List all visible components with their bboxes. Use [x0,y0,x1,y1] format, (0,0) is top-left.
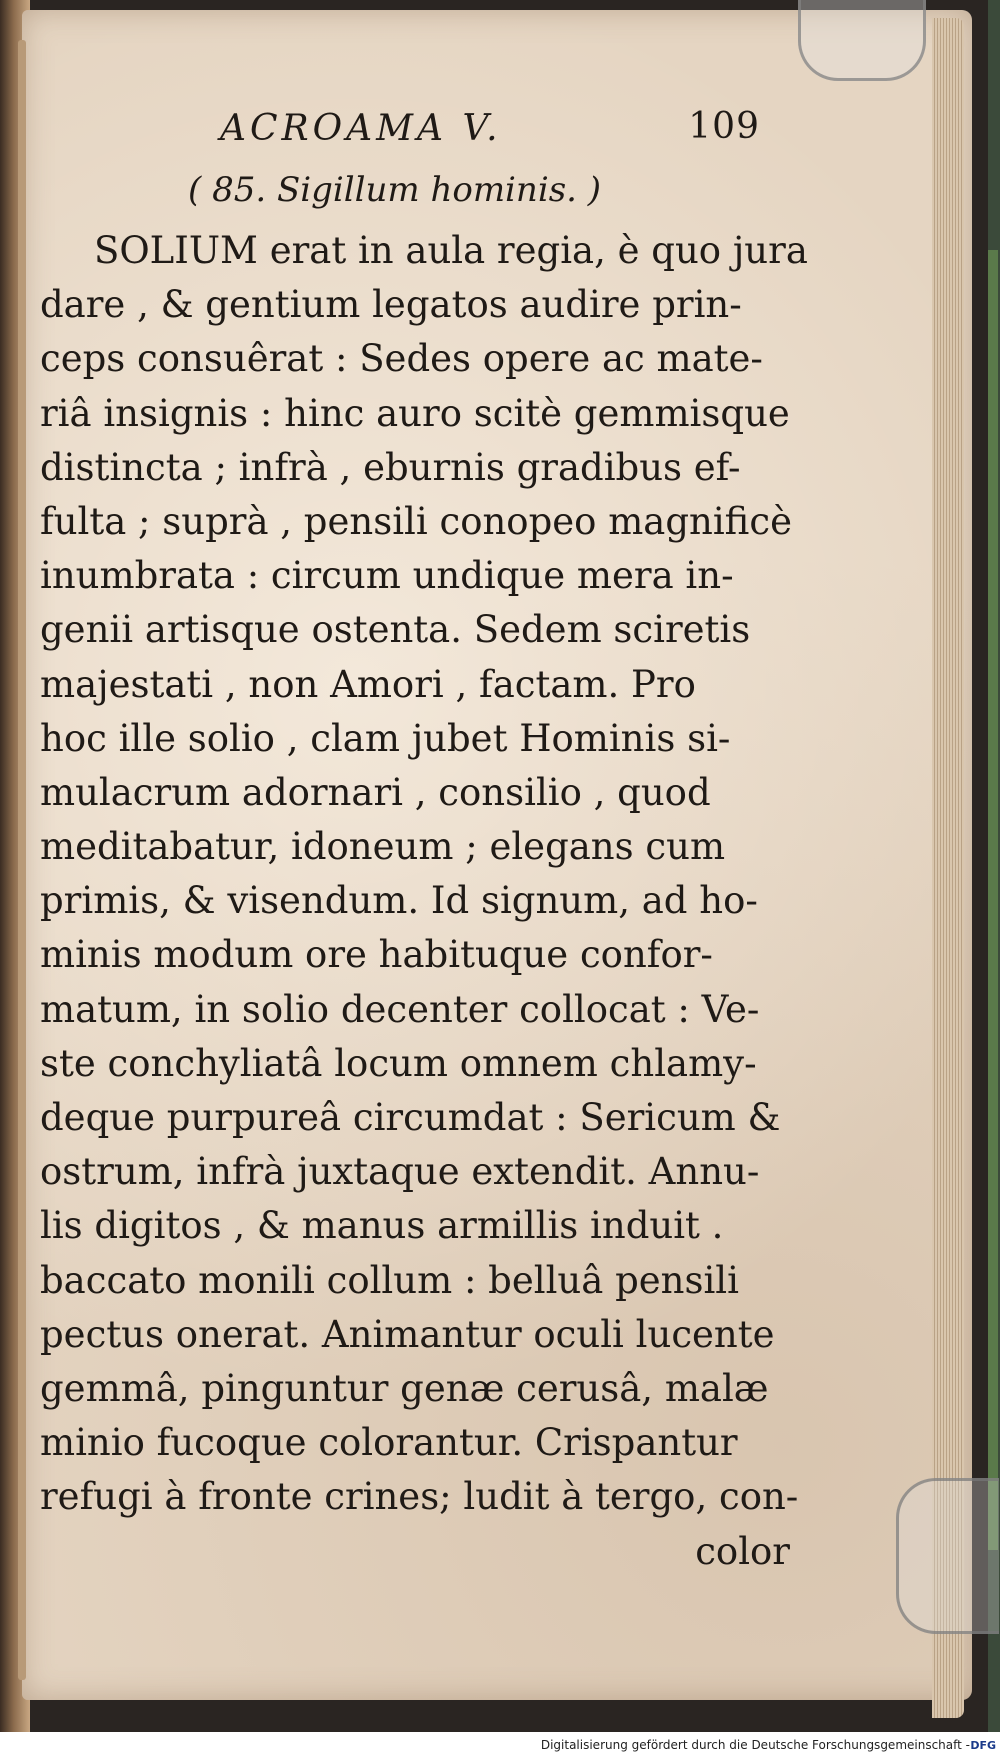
text-line: minis modum ore habituque confor- [40,933,713,977]
text-line: minio fucoque colorantur. Crispantur [40,1421,738,1465]
text-line: matum, in solio decenter collocat : Ve- [40,987,760,1031]
text-line: lis digitos , & manus armillis induit . [40,1204,724,1248]
text-line: SOLIUM erat in aula regia, è quo jura [94,229,808,272]
footer-bar [0,1732,1000,1756]
page-header [220,102,760,162]
text-line: gemmâ, pinguntur genæ cerusâ, malæ [40,1366,769,1410]
text-line: pectus onerat. Animantur oculi lucente [40,1312,775,1356]
text-line: inumbrata : circum undique mera in- [40,554,734,598]
text-line: ceps consuêrat : Sedes opere ac mate- [40,337,763,381]
text-line: distincta ; infrà , eburnis gradibus ef- [40,445,741,489]
text-line: ostrum, infrà juxtaque extendit. Annu- [40,1150,760,1194]
text-line: ste conchyliatâ locum omnem chlamy- [40,1041,757,1085]
running-title: ACROAMA V. [220,108,502,149]
cover-edge-strip [988,250,998,1550]
dfg-logo: DFG [970,1739,996,1752]
text-line: deque purpureâ circumdat : Sericum & [40,1096,781,1139]
page-number: 109 [688,106,760,147]
left-page-edge [18,40,26,1680]
text-line: majestati , non Amori , factam. Pro [40,662,696,706]
text-line: hoc ille solio , clam jubet Hominis si- [40,716,731,760]
text-line: fulta ; suprà , pensili conopeo magnificè [40,499,792,543]
text-line: refugi à fronte crines; ludit à tergo, con- [40,1475,799,1519]
text-line: baccato monili collum : belluâ pensili [40,1258,739,1302]
body-text [40,224,808,1579]
glass-clip-top [798,0,926,81]
text-line: riâ insignis : hinc auro scitè gemmisque [40,391,790,435]
text-line: genii artisque ostenta. Sedem sciretis [40,608,751,652]
text-line: meditabatur, idoneum ; elegans cum [40,825,726,869]
footer-credit: Digitalisierung gefördert durch die Deutsche Forschungsgemeinschaft - [540,1738,970,1752]
text-line: mulacrum adornari , consilio , quod [40,770,711,814]
catchword: color [695,1529,790,1573]
glass-clip-right [896,1478,999,1634]
section-heading: ( 85. Sigillum hominis. ) [188,170,602,210]
page-edges [932,18,964,1718]
text-line: dare , & gentium legatos audire prin- [40,283,742,327]
text-line: primis, & visendum. Id signum, ad ho- [40,879,758,923]
